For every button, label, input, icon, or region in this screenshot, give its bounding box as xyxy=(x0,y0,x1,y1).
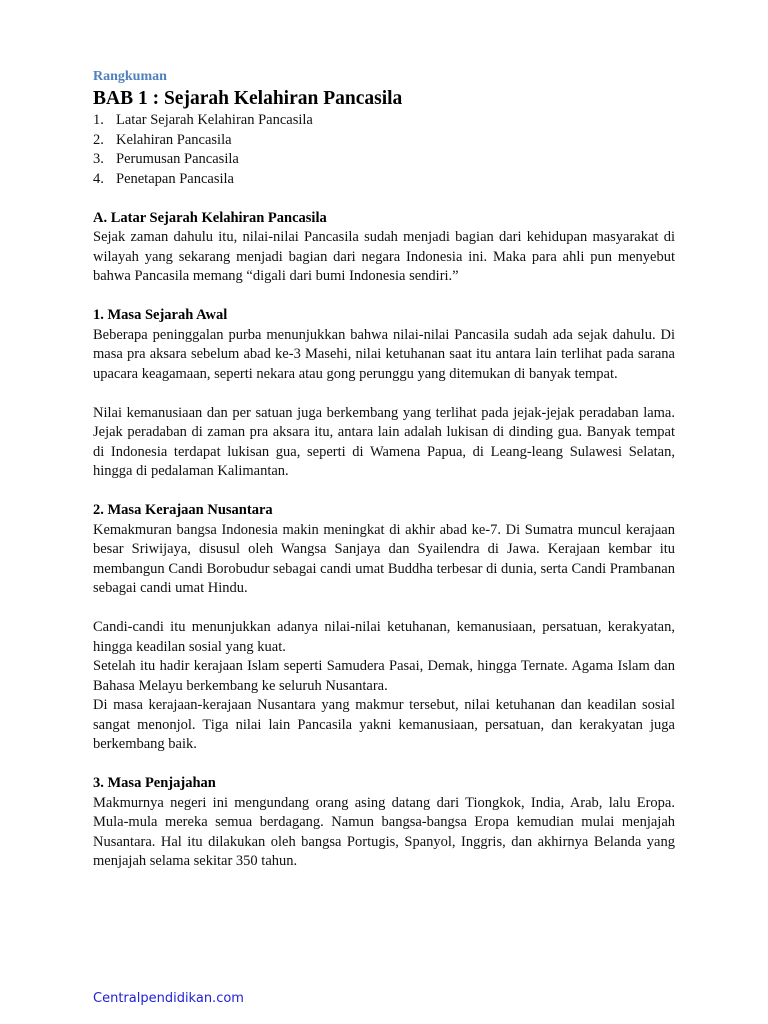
paragraph: Setelah itu hadir kerajaan Islam seperti Samudera Pasai, Demak, hingga Ternate. Agama Islam dan Bahasa Melayu berkembang ke seluruh Nusantara. xyxy=(93,658,675,694)
chapter-title: BAB 1 : Sejarah Kelahiran Pancasila xyxy=(93,88,403,109)
section-heading: A. Latar Sejarah Kelahiran Pancasila xyxy=(93,209,327,226)
section-heading: 2. Masa Kerajaan Nusantara xyxy=(93,502,273,518)
toc-item-number: 1. xyxy=(93,112,104,128)
paragraph: Kemakmuran bangsa Indonesia makin meningkat di akhir abad ke-7. Di Sumatra muncul kerajaan besar Sriwijaya, disusul oleh Wangsa Sanjaya dan Syailendra di Jawa. Kerajaan kembar itu membangun Candi Borobudur sebagai candi umat Buddha terbesar di dunia, serta Candi Prambanan sebagai candi umat Hindu. xyxy=(93,521,675,596)
toc-item-number: 2. xyxy=(93,131,104,148)
toc-item xyxy=(93,150,675,170)
toc-item-text: Perumusan Pancasila xyxy=(116,151,239,167)
section-masa-penjajahan xyxy=(93,774,675,872)
paragraph: Makmurnya negeri ini mengundang orang asing datang dari Tiongkok, India, Arab, lalu Eropa. Mula-mula mereka semua berdagang. Namun bangsa-bangsa Eropa kemudian mulai menjajah Nusantara. Hal itu dilakukan oleh bangsa Portugis, Spanyol, Inggris, dan akhirnya Belanda yang menjajah selama sekitar 350 tahun. xyxy=(93,794,675,869)
paragraph: Candi-candi itu menunjukkan adanya nilai-nilai ketuhanan, kemanusiaan, persatuan, kerakyatan, hingga keadilan sosial yang kuat. xyxy=(93,619,675,655)
footer-source-text: Centralpendidikan.com xyxy=(93,991,244,1006)
section-masa-sejarah-awal xyxy=(93,306,675,482)
toc-item-text: Latar Sejarah Kelahiran Pancasila xyxy=(116,112,313,128)
table-of-contents xyxy=(93,111,675,189)
section-heading: 3. Masa Penjajahan xyxy=(93,775,216,791)
toc-item-text: Kelahiran Pancasila xyxy=(116,131,232,148)
paragraph: Nilai kemanusiaan dan per satuan juga berkembang yang terlihat pada jejak-jejak peradaban lama. Jejak peradaban di zaman pra aksara itu, antara lain adalah lukisan di dinding gua. Banyak tempat di Indonesia terdapat lukisan gua, seperti di Wamena Papua, di Leang-leang Sulawesi Selatan, hingga di pedalaman Kalimantan. xyxy=(93,404,675,479)
toc-item xyxy=(93,111,675,131)
toc-item-number: 3. xyxy=(93,151,104,167)
summary-label: Rangkuman xyxy=(93,69,167,84)
paragraph: Sejak zaman dahulu itu, nilai-nilai Pancasila sudah menjadi bagian dari kehidupan masyarakat di wilayah yang sekarang menjadi bagian dari negara Indonesia ini. Maka para ahli pun menyebut bahwa Pancasila memang “digali dari bumi Indonesia sendiri.” xyxy=(93,229,675,284)
paragraph: Beberapa peninggalan purba menunjukkan bahwa nilai-nilai Pancasila sudah ada sejak dahulu. Di masa pra aksara sebelum abad ke-3 Masehi, nilai ketuhanan saat itu antara lain terlihat pada sarana upacara keagamaan, seperti nekara atau gong perunggu yang ditemukan di banyak tempat. xyxy=(93,326,675,382)
toc-item-number: 4. xyxy=(93,170,104,187)
section-heading: 1. Masa Sejarah Awal xyxy=(93,307,228,323)
toc-item-text: Penetapan Pancasila xyxy=(116,170,234,187)
paragraph: Di masa kerajaan-kerajaan Nusantara yang makmur tersebut, nilai ketuhanan dan keadilan sosial sangat menonjol. Tiga nilai lain Pancasila yakni kemanusiaan, persatuan, dan kerakyatan juga berkembang baik. xyxy=(93,697,675,752)
toc-item xyxy=(93,170,675,190)
toc-item xyxy=(93,131,675,151)
section-latar-sejarah xyxy=(93,209,675,287)
section-masa-kerajaan-nusantara xyxy=(93,501,675,755)
document-page xyxy=(93,68,675,872)
